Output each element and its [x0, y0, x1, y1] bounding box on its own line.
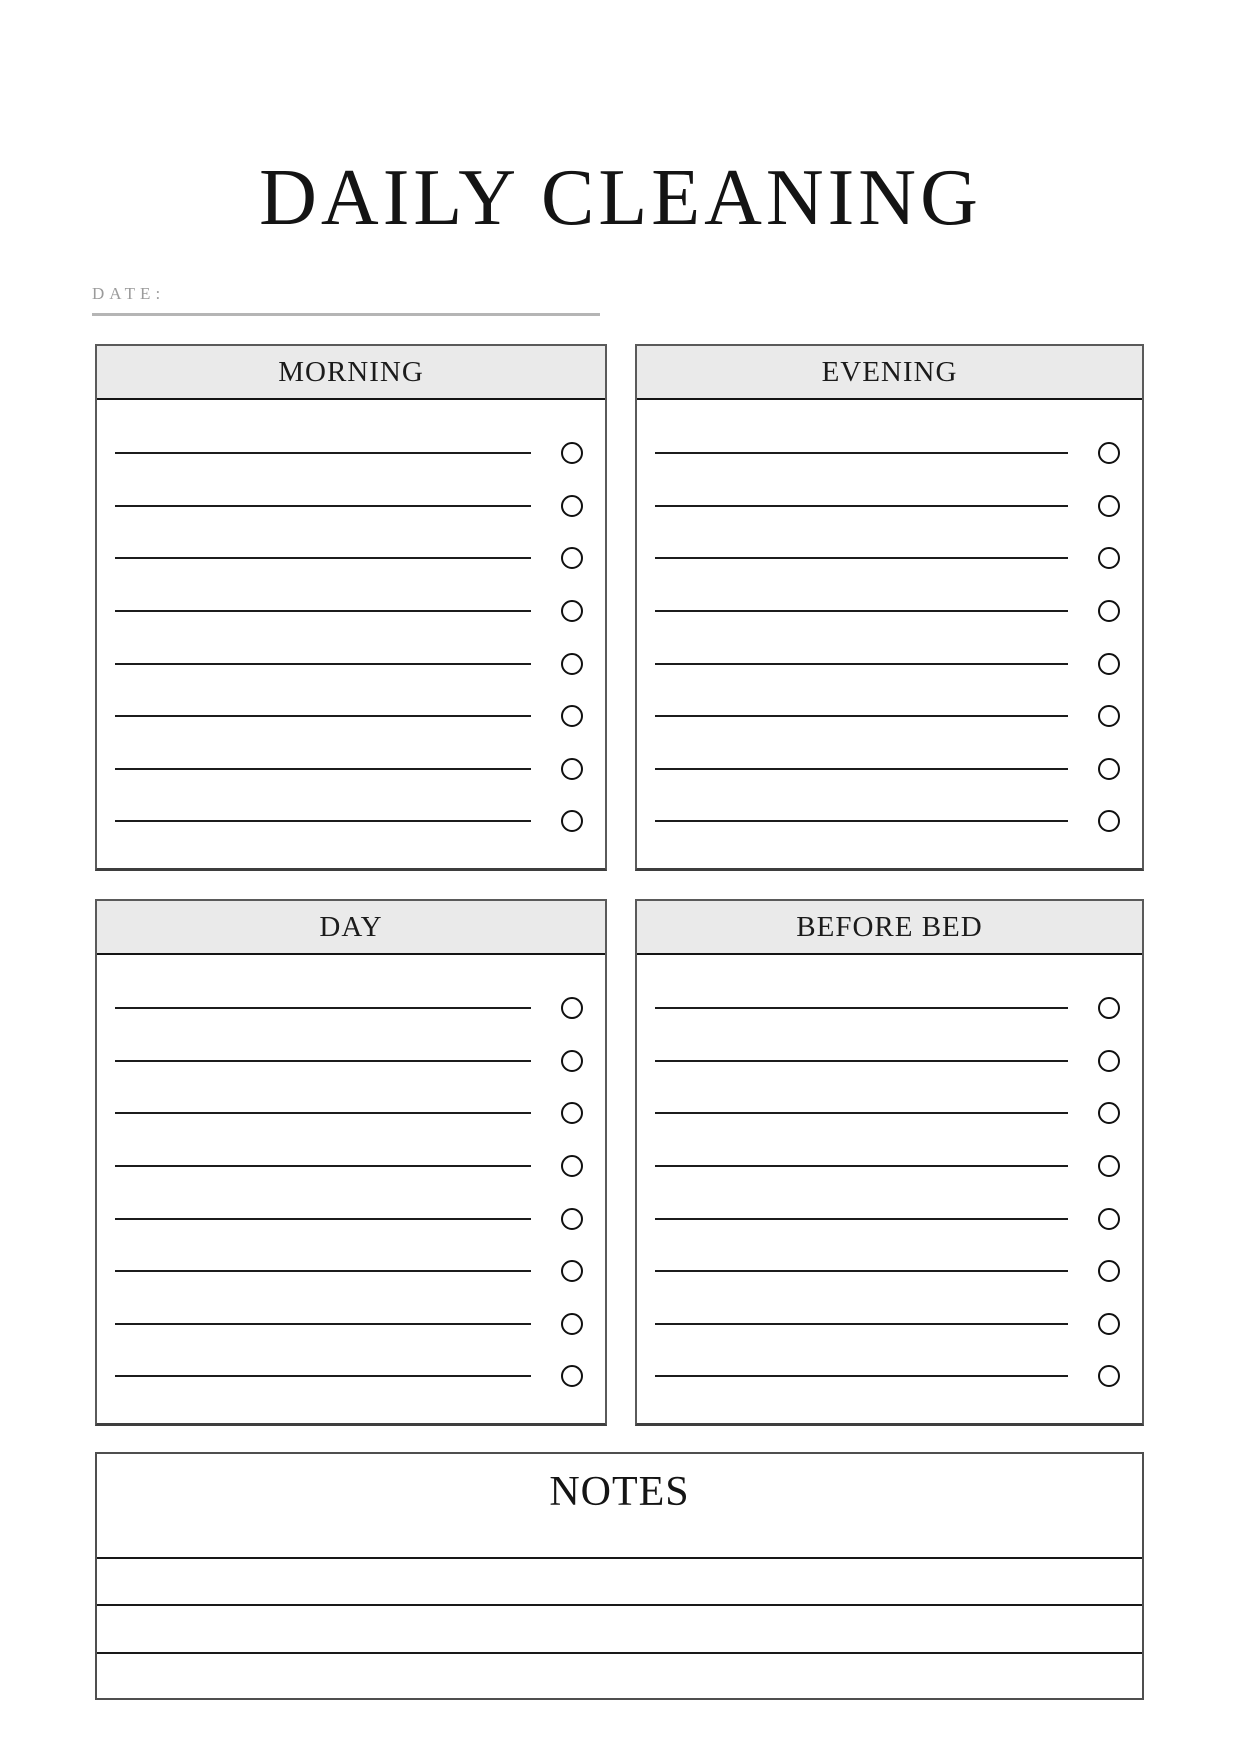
checkbox-circle[interactable] [1098, 1313, 1120, 1335]
panel-evening [635, 344, 1144, 871]
task-row [637, 1350, 1142, 1403]
task-row [97, 982, 605, 1035]
checkbox-circle[interactable] [561, 547, 583, 569]
task-input-line[interactable] [115, 1323, 531, 1325]
panel-before-bed-title: BEFORE BED [796, 910, 983, 943]
task-row [97, 1350, 605, 1403]
checkbox-circle[interactable] [561, 1260, 583, 1282]
panel-day [95, 899, 607, 1426]
task-row [637, 1245, 1142, 1298]
task-input-line[interactable] [115, 1218, 531, 1220]
checkbox-circle[interactable] [561, 442, 583, 464]
notes-title: NOTES [97, 1454, 1142, 1559]
task-input-line[interactable] [115, 715, 531, 717]
task-row [637, 795, 1142, 848]
task-input-line[interactable] [655, 1270, 1068, 1272]
task-row [637, 480, 1142, 533]
task-row [97, 427, 605, 480]
checkbox-circle[interactable] [1098, 442, 1120, 464]
panel-evening-title: EVENING [821, 355, 958, 388]
notes-input-line[interactable] [97, 1559, 1142, 1607]
checkbox-circle[interactable] [561, 1313, 583, 1335]
task-input-line[interactable] [115, 820, 531, 822]
task-input-line[interactable] [115, 452, 531, 454]
task-row [97, 1087, 605, 1140]
task-row [637, 743, 1142, 796]
checkbox-circle[interactable] [561, 810, 583, 832]
checkbox-circle[interactable] [561, 997, 583, 1019]
task-row [97, 1140, 605, 1193]
checkbox-circle[interactable] [1098, 1208, 1120, 1230]
checkbox-circle[interactable] [1098, 758, 1120, 780]
checkbox-circle[interactable] [561, 1050, 583, 1072]
task-input-line[interactable] [655, 452, 1068, 454]
task-input-line[interactable] [655, 1112, 1068, 1114]
task-input-line[interactable] [655, 715, 1068, 717]
panel-morning-body [97, 400, 605, 848]
checkbox-circle[interactable] [561, 495, 583, 517]
task-input-line[interactable] [655, 663, 1068, 665]
task-row [97, 637, 605, 690]
panel-day-title: DAY [319, 910, 383, 943]
checkbox-circle[interactable] [1098, 1050, 1120, 1072]
task-row [97, 1298, 605, 1351]
date-input-line[interactable] [92, 313, 600, 316]
task-row [637, 1192, 1142, 1245]
checkbox-circle[interactable] [1098, 1260, 1120, 1282]
task-row [637, 1087, 1142, 1140]
task-row [97, 585, 605, 638]
task-row [637, 1140, 1142, 1193]
checkbox-circle[interactable] [1098, 547, 1120, 569]
task-input-line[interactable] [115, 1165, 531, 1167]
checkbox-circle[interactable] [1098, 600, 1120, 622]
task-input-line[interactable] [655, 610, 1068, 612]
checkbox-circle[interactable] [1098, 1102, 1120, 1124]
task-input-line[interactable] [655, 1375, 1068, 1377]
task-input-line[interactable] [655, 1060, 1068, 1062]
checkbox-circle[interactable] [561, 1365, 583, 1387]
panel-before-bed [635, 899, 1144, 1426]
notes-rows [97, 1559, 1142, 1654]
page-title: DAILY CLEANING [259, 153, 982, 242]
notes-input-line[interactable] [97, 1606, 1142, 1654]
task-row [97, 1035, 605, 1088]
task-input-line[interactable] [655, 1165, 1068, 1167]
task-row [97, 1192, 605, 1245]
panel-morning-title: MORNING [278, 355, 424, 388]
date-label: DATE: [92, 284, 166, 303]
task-row [637, 1298, 1142, 1351]
task-row [637, 532, 1142, 585]
checkbox-circle[interactable] [561, 1102, 583, 1124]
checkbox-circle[interactable] [561, 1208, 583, 1230]
checkbox-circle[interactable] [561, 758, 583, 780]
notes-panel [95, 1452, 1144, 1700]
task-row [637, 982, 1142, 1035]
panel-before-bed-body [637, 955, 1142, 1403]
task-row [97, 532, 605, 585]
task-input-line[interactable] [115, 1007, 531, 1009]
task-input-line[interactable] [115, 1060, 531, 1062]
task-row [97, 690, 605, 743]
panel-day-body [97, 955, 605, 1403]
checkbox-circle[interactable] [1098, 1365, 1120, 1387]
task-input-line[interactable] [115, 1112, 531, 1114]
task-input-line[interactable] [655, 1323, 1068, 1325]
task-input-line[interactable] [115, 663, 531, 665]
task-row [97, 743, 605, 796]
task-row [97, 795, 605, 848]
panel-evening-body [637, 400, 1142, 848]
task-input-line[interactable] [655, 557, 1068, 559]
panel-evening-header [637, 346, 1142, 400]
task-input-line[interactable] [115, 505, 531, 507]
panel-morning-header [97, 346, 605, 400]
task-row [637, 690, 1142, 743]
checkbox-circle[interactable] [561, 653, 583, 675]
checkbox-circle[interactable] [561, 600, 583, 622]
task-row [637, 637, 1142, 690]
task-row [637, 585, 1142, 638]
task-input-line[interactable] [115, 1270, 531, 1272]
task-row [97, 1245, 605, 1298]
task-input-line[interactable] [115, 768, 531, 770]
checkbox-circle[interactable] [561, 705, 583, 727]
checkbox-circle[interactable] [1098, 810, 1120, 832]
task-input-line[interactable] [115, 557, 531, 559]
task-row [637, 1035, 1142, 1088]
task-input-line[interactable] [115, 1375, 531, 1377]
task-row [637, 427, 1142, 480]
checkbox-circle[interactable] [1098, 997, 1120, 1019]
checkbox-circle[interactable] [1098, 705, 1120, 727]
task-input-line[interactable] [655, 768, 1068, 770]
panel-day-header [97, 901, 605, 955]
task-input-line[interactable] [115, 610, 531, 612]
task-input-line[interactable] [655, 1007, 1068, 1009]
panel-before-bed-header [637, 901, 1142, 955]
checkbox-circle[interactable] [561, 1155, 583, 1177]
task-input-line[interactable] [655, 505, 1068, 507]
panel-morning [95, 344, 607, 871]
checkbox-circle[interactable] [1098, 653, 1120, 675]
task-row [97, 480, 605, 533]
checkbox-circle[interactable] [1098, 1155, 1120, 1177]
task-input-line[interactable] [655, 1218, 1068, 1220]
task-input-line[interactable] [655, 820, 1068, 822]
checkbox-circle[interactable] [1098, 495, 1120, 517]
